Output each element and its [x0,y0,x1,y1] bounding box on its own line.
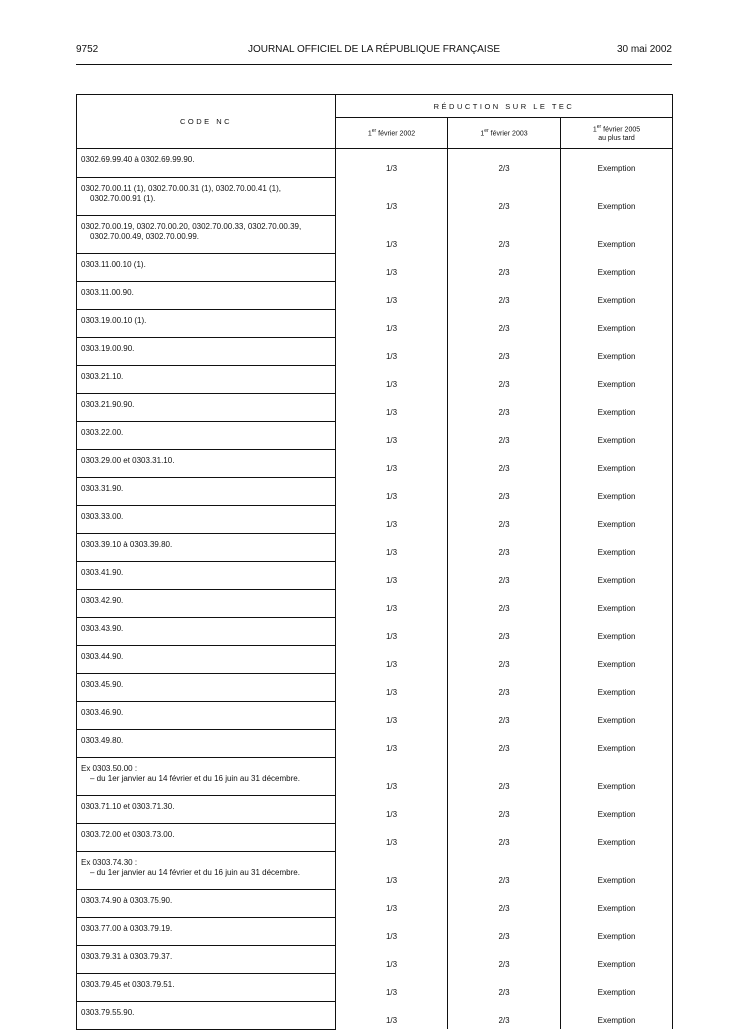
reduction-cell-1: 1/3 [336,477,448,505]
table-row [77,757,673,795]
ordinal-suffix: er [596,124,602,131]
code-cell [77,617,336,645]
table-row [77,645,673,673]
ordinal-number: 1 [592,126,597,134]
reduction-cell-3: Exemption [561,281,673,309]
reduction-cell-3: Exemption [561,973,673,1001]
table-row [77,477,673,505]
code-cell [77,917,336,945]
reduction-cell-1: 1/3 [336,449,448,477]
reduction-cell-1: 1/3 [336,889,448,917]
table-row [77,589,673,617]
code-text: 0302.70.00.91 (1). [90,193,156,203]
reduction-cell-3: Exemption [561,645,673,673]
table-row [77,561,673,589]
table-row [77,945,673,973]
reduction-cell-2: 2/3 [448,149,561,178]
date-text: février 2003 [488,130,528,138]
reduction-cell-2: 2/3 [448,561,561,589]
code-text: Ex 0303.50.00 : [81,763,138,773]
page-header [76,44,672,58]
code-text: 0303.22.00. [81,427,124,437]
code-cell [77,449,336,477]
reduction-cell-1: 1/3 [336,729,448,757]
code-cell [77,477,336,505]
reduction-cell-2: 2/3 [448,889,561,917]
code-text: 0303.43.90. [81,623,124,633]
code-cell [77,365,336,393]
column-header-date-line [561,123,672,134]
code-cell [77,421,336,449]
table-row [77,365,673,393]
table-row [77,1001,673,1029]
reduction-cell-2: 2/3 [448,533,561,561]
column-header-date-3 [561,118,673,149]
code-cell [77,673,336,701]
reduction-cell-1: 1/3 [336,365,448,393]
code-text: 0303.72.00 et 0303.73.00. [81,829,175,839]
reduction-cell-2: 2/3 [448,505,561,533]
table-row [77,149,673,178]
reduction-cell-2: 2/3 [448,795,561,823]
reduction-cell-1: 1/3 [336,561,448,589]
code-text: 0303.77.00 à 0303.79.19. [81,923,173,933]
code-text: 0303.44.90. [81,651,124,661]
code-cell [77,309,336,337]
table-row [77,917,673,945]
reduction-cell-1: 1/3 [336,309,448,337]
code-text: 0303.45.90. [81,679,124,689]
reduction-cell-2: 2/3 [448,973,561,1001]
code-text: 0303.31.90. [81,483,124,493]
reduction-cell-1: 1/3 [336,645,448,673]
column-header-date-1 [336,118,448,149]
table-row [77,889,673,917]
table-row [77,795,673,823]
reduction-cell-1: 1/3 [336,795,448,823]
code-cell [77,945,336,973]
table-row [77,973,673,1001]
reduction-cell-2: 2/3 [448,477,561,505]
reduction-cell-1: 1/3 [336,421,448,449]
header-rule [76,64,672,65]
column-header-date-2 [448,118,561,149]
reduction-cell-3: Exemption [561,729,673,757]
date-text: février 2005 [601,126,641,134]
reduction-cell-3: Exemption [561,701,673,729]
ordinal-suffix: er [371,128,377,135]
reduction-cell-1: 1/3 [336,215,448,253]
code-text: 0302.69.99.40 à 0302.69.99.90. [81,155,195,164]
ordinal-number: 1 [480,130,485,138]
code-text: 0302.70.00.11 (1), 0302.70.00.31 (1), 0302.70.00.41 (1), [81,183,281,193]
reduction-cell-1: 1/3 [336,851,448,889]
reduction-cell-2: 2/3 [448,337,561,365]
reduction-cell-3: Exemption [561,561,673,589]
column-header-reduction: RÉDUCTION SUR LE TEC [336,95,673,118]
reduction-cell-3: Exemption [561,533,673,561]
reduction-cell-2: 2/3 [448,673,561,701]
issue-date: 30 mai 2002 [616,44,672,55]
reduction-cell-1: 1/3 [336,505,448,533]
reduction-cell-2: 2/3 [448,617,561,645]
code-cell [77,533,336,561]
reduction-cell-1: 1/3 [336,149,448,178]
code-text: Ex 0303.74.30 : [81,857,138,867]
table-row [77,673,673,701]
reduction-cell-2: 2/3 [448,215,561,253]
reduction-cell-3: Exemption [561,589,673,617]
reduction-cell-2: 2/3 [448,309,561,337]
tariff-table [76,94,673,1030]
code-text: 0303.33.00. [81,511,124,521]
column-header-date-note: au plus tard [598,134,635,142]
reduction-cell-2: 2/3 [448,945,561,973]
code-text: 0303.74.90 à 0303.75.90. [81,895,173,905]
code-cell [77,253,336,281]
reduction-cell-2: 2/3 [448,393,561,421]
table-row [77,449,673,477]
code-text: 0303.42.90. [81,595,124,605]
code-text: 0303.11.00.10 (1). [81,259,146,269]
journal-title: JOURNAL OFFICIEL DE LA RÉPUBLIQUE FRANÇAISE [247,44,501,55]
reduction-cell-3: Exemption [561,917,673,945]
code-cell [77,177,336,215]
reduction-cell-2: 2/3 [448,823,561,851]
table-row [77,215,673,253]
reduction-cell-3: Exemption [561,365,673,393]
reduction-cell-1: 1/3 [336,673,448,701]
reduction-cell-3: Exemption [561,177,673,215]
table-row [77,505,673,533]
code-cell [77,1001,336,1029]
table-row [77,393,673,421]
reduction-cell-3: Exemption [561,795,673,823]
reduction-cell-1: 1/3 [336,617,448,645]
reduction-cell-3: Exemption [561,477,673,505]
code-text: 0303.71.10 et 0303.71.30. [81,801,175,811]
reduction-cell-2: 2/3 [448,851,561,889]
table-row [77,823,673,851]
table-row [77,533,673,561]
table-row [77,177,673,215]
code-text: 0303.39.10 à 0303.39.80. [81,539,173,549]
reduction-cell-1: 1/3 [336,589,448,617]
reduction-cell-3: Exemption [561,505,673,533]
reduction-cell-1: 1/3 [336,701,448,729]
reduction-cell-3: Exemption [561,337,673,365]
code-cell [77,337,336,365]
reduction-cell-2: 2/3 [448,177,561,215]
reduction-cell-1: 1/3 [336,253,448,281]
reduction-cell-2: 2/3 [448,421,561,449]
table-row [77,337,673,365]
code-cell [77,589,336,617]
table-row [77,281,673,309]
table-row [77,309,673,337]
reduction-cell-1: 1/3 [336,823,448,851]
code-text: – du 1er janvier au 14 février et du 16 juin au 31 décembre. [90,867,300,877]
code-cell [77,973,336,1001]
code-cell [77,823,336,851]
code-text: 0303.46.90. [81,707,124,717]
ordinal-suffix: er [484,128,489,135]
reduction-cell-1: 1/3 [336,945,448,973]
code-cell [77,561,336,589]
code-cell [77,729,336,757]
code-cell [77,757,336,795]
reduction-cell-3: Exemption [561,851,673,889]
reduction-cell-3: Exemption [561,421,673,449]
table-row [77,701,673,729]
reduction-cell-3: Exemption [561,889,673,917]
reduction-cell-3: Exemption [561,617,673,645]
ordinal-number: 1 [367,130,372,138]
column-header-date-line [336,127,447,138]
reduction-cell-2: 2/3 [448,281,561,309]
reduction-cell-3: Exemption [561,393,673,421]
table-row [77,729,673,757]
reduction-cell-2: 2/3 [448,757,561,795]
code-text: 0303.49.80. [81,735,124,745]
code-text: 0302.70.00.49, 0302.70.00.99. [90,231,199,241]
code-cell [77,645,336,673]
code-text: 0302.70.00.19, 0302.70.00.20, 0302.70.00.33, 0302.70.00.39, [81,221,302,231]
code-text: 0303.29.00 et 0303.31.10. [81,455,175,465]
reduction-cell-1: 1/3 [336,533,448,561]
code-cell [77,215,336,253]
reduction-cell-3: Exemption [561,149,673,178]
code-text: 0303.19.00.90. [81,343,135,353]
reduction-cell-2: 2/3 [448,253,561,281]
code-text: – du 1er janvier au 14 février et du 16 juin au 31 décembre. [90,773,300,783]
reduction-cell-2: 2/3 [448,365,561,393]
code-cell [77,701,336,729]
reduction-cell-2: 2/3 [448,701,561,729]
reduction-cell-1: 1/3 [336,281,448,309]
table-row [77,851,673,889]
reduction-cell-3: Exemption [561,215,673,253]
reduction-cell-1: 1/3 [336,337,448,365]
reduction-cell-1: 1/3 [336,917,448,945]
reduction-cell-2: 2/3 [448,589,561,617]
reduction-cell-3: Exemption [561,449,673,477]
reduction-cell-2: 2/3 [448,917,561,945]
table-row [77,617,673,645]
code-text: 0303.41.90. [81,567,124,577]
code-text: 0303.21.90.90. [81,399,135,409]
page-number: 9752 [76,44,99,55]
code-cell [77,393,336,421]
reduction-cell-1: 1/3 [336,393,448,421]
reduction-cell-3: Exemption [561,1001,673,1029]
reduction-cell-2: 2/3 [448,645,561,673]
reduction-cell-3: Exemption [561,757,673,795]
code-cell [77,505,336,533]
code-cell [77,889,336,917]
reduction-cell-1: 1/3 [336,177,448,215]
column-header-code: CODE NC [77,95,336,149]
reduction-cell-1: 1/3 [336,973,448,1001]
reduction-cell-3: Exemption [561,823,673,851]
code-text: 0303.19.00.10 (1). [81,315,147,325]
reduction-cell-3: Exemption [561,309,673,337]
code-cell [77,851,336,889]
reduction-cell-3: Exemption [561,945,673,973]
date-text: février 2002 [376,130,416,138]
code-text: 0303.21.10. [81,371,124,381]
reduction-cell-3: Exemption [561,253,673,281]
code-cell [77,795,336,823]
code-text: 0303.79.55.90. [81,1007,135,1017]
code-text: 0303.79.45 et 0303.79.51. [81,979,175,989]
reduction-cell-2: 2/3 [448,1001,561,1029]
code-cell [77,149,336,178]
reduction-cell-2: 2/3 [448,449,561,477]
reduction-cell-1: 1/3 [336,757,448,795]
reduction-cell-3: Exemption [561,673,673,701]
reduction-cell-2: 2/3 [448,729,561,757]
reduction-cell-1: 1/3 [336,1001,448,1029]
code-cell [77,281,336,309]
table-row [77,253,673,281]
column-header-date-line [448,127,560,138]
table-row [77,421,673,449]
code-text: 0303.79.31 à 0303.79.37. [81,951,173,961]
code-text: 0303.11.00.90. [81,287,134,297]
